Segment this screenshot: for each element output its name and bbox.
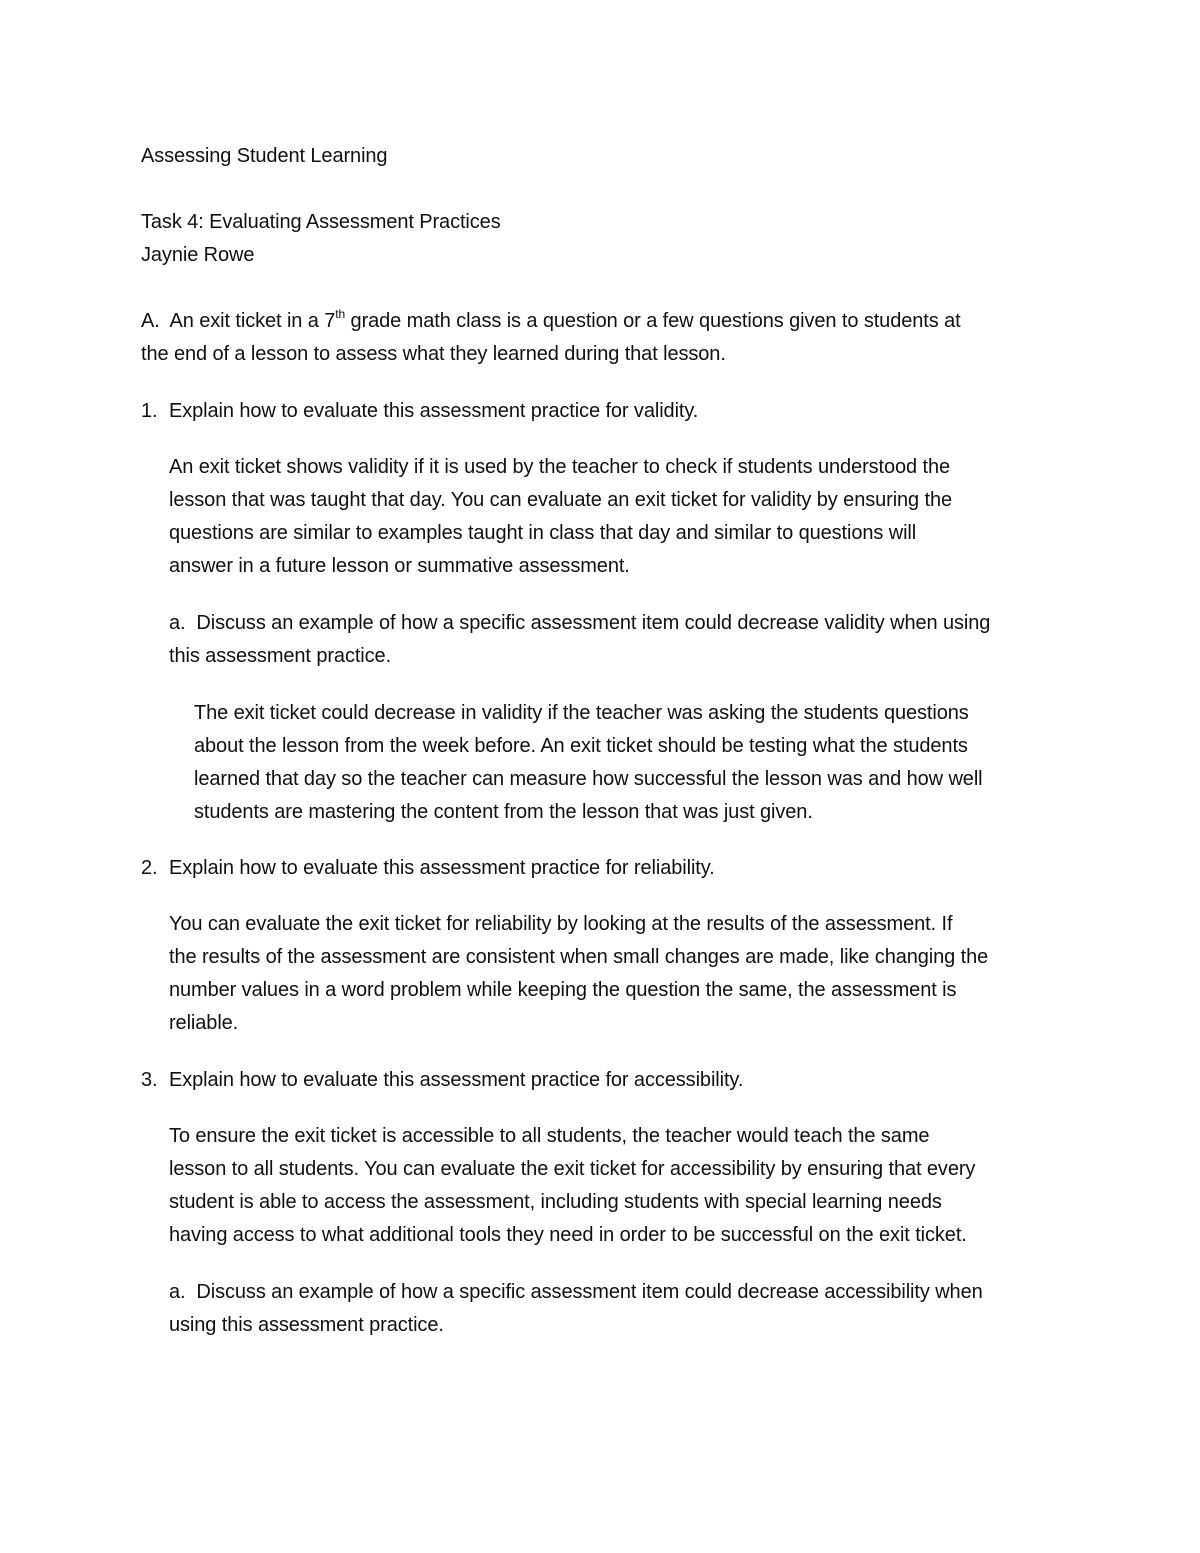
answer-line: having access to what additional tools they need in order to be successful on the exit ticket. [169,1224,967,1246]
answer-line: questions are similar to examples taught in class that day and similar to questions will [169,522,917,544]
section-a-intro-pre: An exit ticket in a 7 [169,310,336,332]
question-1a [169,607,990,673]
question-1 [141,395,698,428]
answer-line: answer in a future lesson or summative assessment. [169,555,630,577]
question-1a-answer [194,697,983,829]
question-1-number: 1. [141,400,158,422]
question-3a-line2: using this assessment practice. [169,1314,444,1336]
question-2 [141,852,715,885]
answer-line: You can evaluate the exit ticket for reliability by looking at the results of the assessment. If [169,913,953,935]
question-3-prompt: Explain how to evaluate this assessment practice for accessibility. [169,1069,744,1091]
answer-line: An exit ticket shows validity if it is used by the teacher to check if students understood the [169,456,951,478]
question-3a-prompt-text: Discuss an example of how a specific assessment item could decrease accessibility when [196,1281,983,1303]
question-1a-label: a. [169,612,186,634]
answer-line: about the lesson from the week before. An exit ticket should be testing what the students [194,735,968,757]
author-name: Jaynie Rowe [141,244,255,266]
question-3 [141,1064,743,1097]
answer-line: To ensure the exit ticket is accessible to all students, the teacher would teach the same [169,1125,930,1147]
question-3a [169,1276,983,1342]
question-1a-prompt-text: Discuss an example of how a specific assessment item could decrease validity when using [196,612,991,634]
answer-line: student is able to access the assessment, including students with special learning needs [169,1191,942,1213]
answer-line: lesson that was taught that day. You can evaluate an exit ticket for validity by ensuring the [169,489,953,511]
question-1-prompt: Explain how to evaluate this assessment practice for validity. [169,400,699,422]
question-3-answer [169,1120,975,1252]
question-3-number: 3. [141,1069,158,1091]
answer-line: lesson to all students. You can evaluate the exit ticket for accessibility by ensuring that every [169,1158,976,1180]
section-a-line1 [141,305,961,338]
question-1a-line1 [169,607,990,640]
question-2-number: 2. [141,857,158,879]
answer-line: number values in a word problem while keeping the question the same, the assessment is [169,979,957,1001]
course-title: Assessing Student Learning [141,145,388,167]
answer-line: students are mastering the content from the lesson that was just given. [194,801,813,823]
section-a-intro-post: grade math class is a question or a few questions given to students at [345,310,961,332]
section-a-label: A. [141,310,160,332]
question-2-answer [169,908,988,1040]
question-1-answer [169,451,952,583]
answer-line: the results of the assessment are consistent when small changes are made, like changing the [169,946,989,968]
question-1a-line2: this assessment practice. [169,645,392,667]
section-a-line2: the end of a lesson to assess what they learned during that lesson. [141,343,726,365]
task-title: Task 4: Evaluating Assessment Practices [141,211,501,233]
question-3a-line1 [169,1276,983,1309]
answer-line: learned that day so the teacher can measure how successful the lesson was and how well [194,768,983,790]
answer-line: reliable. [169,1012,239,1034]
question-2-prompt: Explain how to evaluate this assessment practice for reliability. [169,857,715,879]
section-a-superscript: th [335,307,346,322]
question-3a-label: a. [169,1281,186,1303]
answer-line: The exit ticket could decrease in validity if the teacher was asking the students questions [194,702,969,724]
